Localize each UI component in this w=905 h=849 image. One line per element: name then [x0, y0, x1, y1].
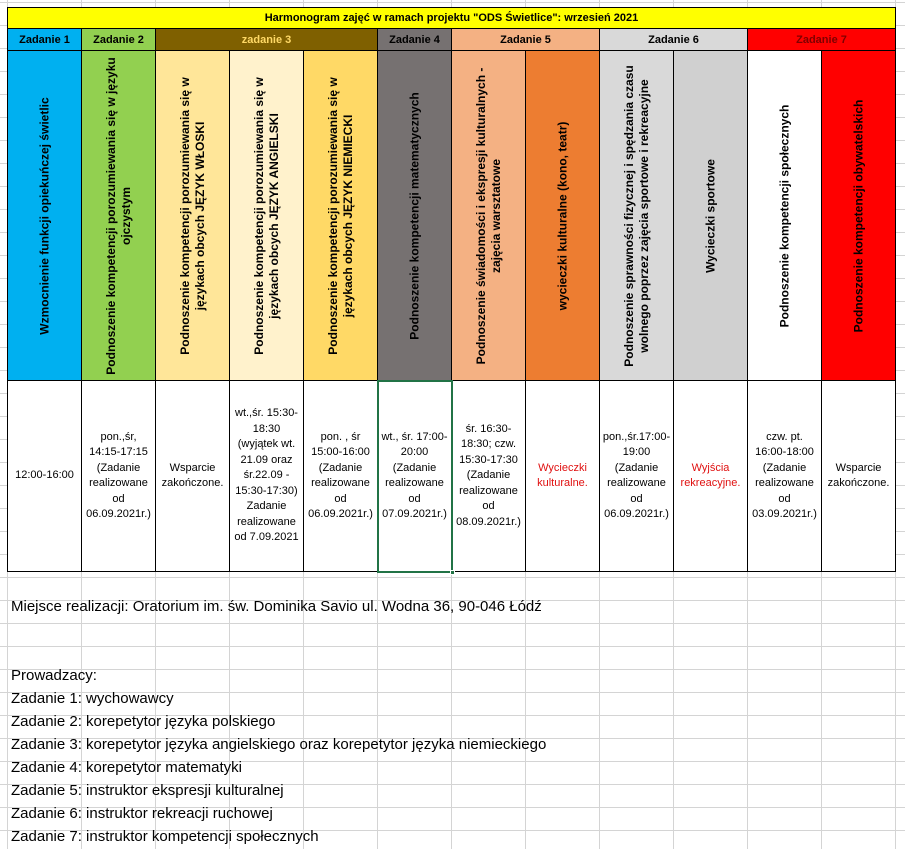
desc-cell-8: [526, 51, 600, 381]
desc-text-3: Podnoszenie kompetencji porozumiewania się w językach obcych JĘZYK WŁOSKI: [177, 76, 207, 355]
leader-line-1: Zadanie 1: wychowawcy: [11, 690, 174, 707]
schedule-cell-4[interactable]: [230, 381, 304, 572]
header-zadanie-7: [748, 29, 896, 51]
schedule-text-10: Wyjścia rekreacyjne.: [680, 461, 741, 489]
header-zadanie-5: [452, 29, 600, 51]
schedule-text-2: pon.,śr, 14:15-17:15 (Zadanie realizowane od 06.09.2021r.): [86, 430, 151, 520]
schedule-text-4: wt.,śr. 15:30-18:30 (wyjątek wt. 21.09 oraz śr.22.09 - 15:30-17:30) Zadanie realizowane od 7.09.2021: [234, 407, 299, 544]
header-zadanie-1: [7, 29, 82, 51]
leader-line-6: Zadanie 6: instruktor rekreacji ruchowej: [11, 805, 273, 822]
desc-text-6: Podnoszenie kompetencji matematycznych: [407, 91, 421, 340]
desc-text-10: Wycieczki sportowe: [703, 158, 717, 273]
desc-text-9: Podnoszenie sprawności fizycznej i spędzania czasu wolnego poprzez zajęcia sportowe i rekreacyjne: [621, 64, 651, 367]
desc-cell-4: [230, 51, 304, 381]
desc-text-11: Podnoszenie kompetencji społecznych: [777, 104, 791, 327]
desc-text-7: Podnoszenie świadomości i ekspresji kulturalnych - zajęcia warsztatowe: [473, 67, 503, 364]
schedule-cell-11[interactable]: [748, 381, 822, 572]
schedule-text-12: Wsparcie zakończone.: [827, 461, 890, 489]
desc-text-5: Podnoszenie kompetencji porozumiewania się w językach obcych JĘZYK NIEMIECKI: [325, 76, 355, 355]
desc-cell-10: [674, 51, 748, 381]
schedule-cell-10[interactable]: [674, 381, 748, 572]
schedule-cell-9[interactable]: [600, 381, 674, 572]
desc-cell-3: [156, 51, 230, 381]
desc-text-8: wycieczki kulturalne (kono, teatr): [555, 121, 569, 310]
desc-text-2: Podnoszenie kompetencji porozumiewania się w języku ojczystym: [103, 56, 133, 375]
desc-text-4: Podnoszenie kompetencji porozumiewania się w językach obcych JĘZYK ANGIELSKI: [251, 76, 281, 355]
header-zadanie-5-label: Zadanie 5: [500, 33, 551, 46]
schedule-text-1: 12:00-16:00: [15, 469, 74, 482]
schedule-cell-2[interactable]: [82, 381, 156, 572]
header-zadanie-4-label: Zadanie 4: [389, 33, 440, 46]
desc-cell-1: [7, 51, 82, 381]
schedule-cell-12[interactable]: [822, 381, 896, 572]
desc-cell-6: [378, 51, 452, 381]
leader-line-5: Zadanie 5: instruktor ekspresji kulturalnej: [11, 782, 284, 799]
schedule-cell-1[interactable]: [7, 381, 82, 572]
schedule-text-3: Wsparcie zakończone.: [161, 461, 224, 489]
schedule-text-7: śr. 16:30-18:30; czw. 15:30-17:30 (Zadanie realizowane od 08.09.2021r.): [456, 422, 521, 528]
desc-cell-7: [452, 51, 526, 381]
header-zadanie-7-label: Zadanie 7: [796, 33, 847, 46]
desc-text-1: Wzmocnienie funkcji opiekuńczej świetlic: [37, 96, 51, 335]
desc-cell-5: [304, 51, 378, 381]
location-text: Miejsce realizacji: Oratorium im. św. Dominika Savio ul. Wodna 36, 90-046 Łódź: [11, 598, 542, 615]
header-zadanie-2: [82, 29, 156, 51]
leaders-title: Prowadzacy:: [11, 667, 97, 684]
desc-cell-12: [822, 51, 896, 381]
desc-text-12: Podnoszenie kompetencji obywatelskich: [851, 99, 865, 332]
schedule-text-5: pon. , śr 15:00-16:00 (Zadanie realizowane od 06.09.2021r.): [308, 430, 373, 520]
schedule-cell-3[interactable]: [156, 381, 230, 572]
leader-line-3: Zadanie 3: korepetytor języka angielskiego oraz korepetytor języka niemieckiego: [11, 736, 547, 753]
schedule-cell-7[interactable]: [452, 381, 526, 572]
header-zadanie-6-label: Zadanie 6: [648, 33, 699, 46]
schedule-title: [7, 7, 896, 29]
desc-cell-9: [600, 51, 674, 381]
leader-line-2: Zadanie 2: korepetytor języka polskiego: [11, 713, 276, 730]
header-zadanie-6: [600, 29, 748, 51]
header-zadanie-4: [378, 29, 452, 51]
schedule-cell-6[interactable]: [378, 381, 452, 572]
selection-fill-handle[interactable]: [450, 570, 455, 575]
header-zadanie-2-label: Zadanie 2: [93, 33, 144, 46]
schedule-text-11: czw. pt. 16:00-18:00 (Zadanie realizowane od 03.09.2021r.): [752, 430, 817, 520]
header-zadanie-3: [156, 29, 378, 51]
schedule-text-8: Wycieczki kulturalne.: [537, 461, 588, 489]
schedule-text-9: pon.,śr.17:00-19:00 (Zadanie realizowane od 06.09.2021r.): [602, 430, 671, 520]
desc-cell-11: [748, 51, 822, 381]
header-zadanie-1-label: Zadanie 1: [19, 33, 70, 46]
schedule-cell-5[interactable]: [304, 381, 378, 572]
schedule-title-text: Harmonogram zajęć w ramach projektu "ODS Świetlice": wrzesień 2021: [264, 12, 639, 24]
schedule-text-6: wt., śr. 17:00-20:00 (Zadanie realizowane od 07.09.2021r.): [381, 430, 448, 520]
leader-line-7: Zadanie 7: instruktor kompetencji społecznych: [11, 828, 319, 845]
schedule-cell-8[interactable]: [526, 381, 600, 572]
desc-cell-2: [82, 51, 156, 381]
leader-line-4: Zadanie 4: korepetytor matematyki: [11, 759, 242, 776]
header-zadanie-3-label: zadanie 3: [241, 33, 292, 46]
